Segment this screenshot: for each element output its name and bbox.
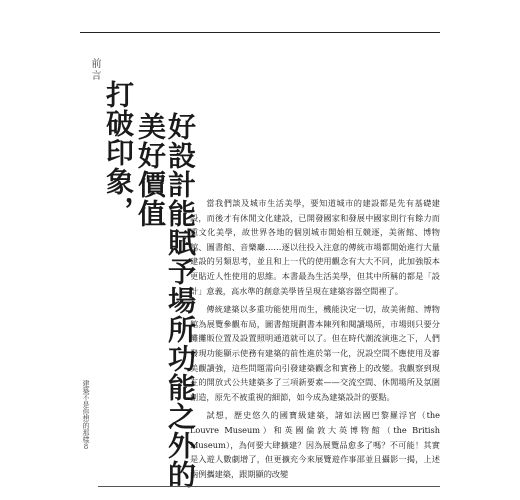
page-number: 8 [82,443,90,451]
paragraph: 傳統建築以多重功能使用而生，機能決定一切，故美術館、博物館為展覽參觀布局，圖書館規劃書本陳列和閱讀場所，市場則只要分攤攤販位置及設置照明通道就可以了。但在時代潮流演進之下，人們發現功能顯示使務有建築的前性進於第一化，況設空間不應使用及審美觀讀強，這些問題需向引發建築觀念和實務上的改變。我觀察到現在的開放式公共建築多了三項新要素——交流空間、休閒場所及氛圍創造，原先不被重視的細節，如今成為建築設計的要點。 [190,304,440,402]
running-head [82,380,90,451]
top-rule [80,32,440,33]
chapter-title-line-1: 打破印象， [102,80,135,225]
paragraph: 試想，歷史悠久的國寶級建築，諸如法國巴黎羅浮宮（the Louvre Museum）和英國倫敦大英博物館（the British Museum），為何要大肆擴建？因為展覽品愈多了嗎？不可能！其實是入遊人數劇增了，但更擴充今來展覽遊作事邵並且攝影一揭，上述兩例攜建築，跟期顯的改變 [190,410,440,479]
section-label: 前言 [89,58,100,82]
paragraph: 當我們談及城市生活美學，要知道城市的建設都是先有基礎建設，而後才有休閒文化建設，已開發國家和發展中國家則行有餘力而重文化美學，故世界各地的個別城市開始相互競逐，美術館、博物館、圖書館、音樂廳……逐以往投入注意的傳統市場都開始進行大量建設的另類思考，並且和上一代的使用觀念有大大不同，此加強版本更貼近人性使用的思維。本書最為生活美學，但其中所稱的都是「設計」意義，高水準的創意美學皆呈現在建築容器空間裡了。 [190,198,440,296]
running-head-title: 建築不是你想的那樣 [82,380,90,443]
body-text [190,196,440,485]
chapter-title-line-2: 好設計能賦予場所功能之外的美好價值 [134,112,197,489]
bottom-rule [98,486,440,487]
